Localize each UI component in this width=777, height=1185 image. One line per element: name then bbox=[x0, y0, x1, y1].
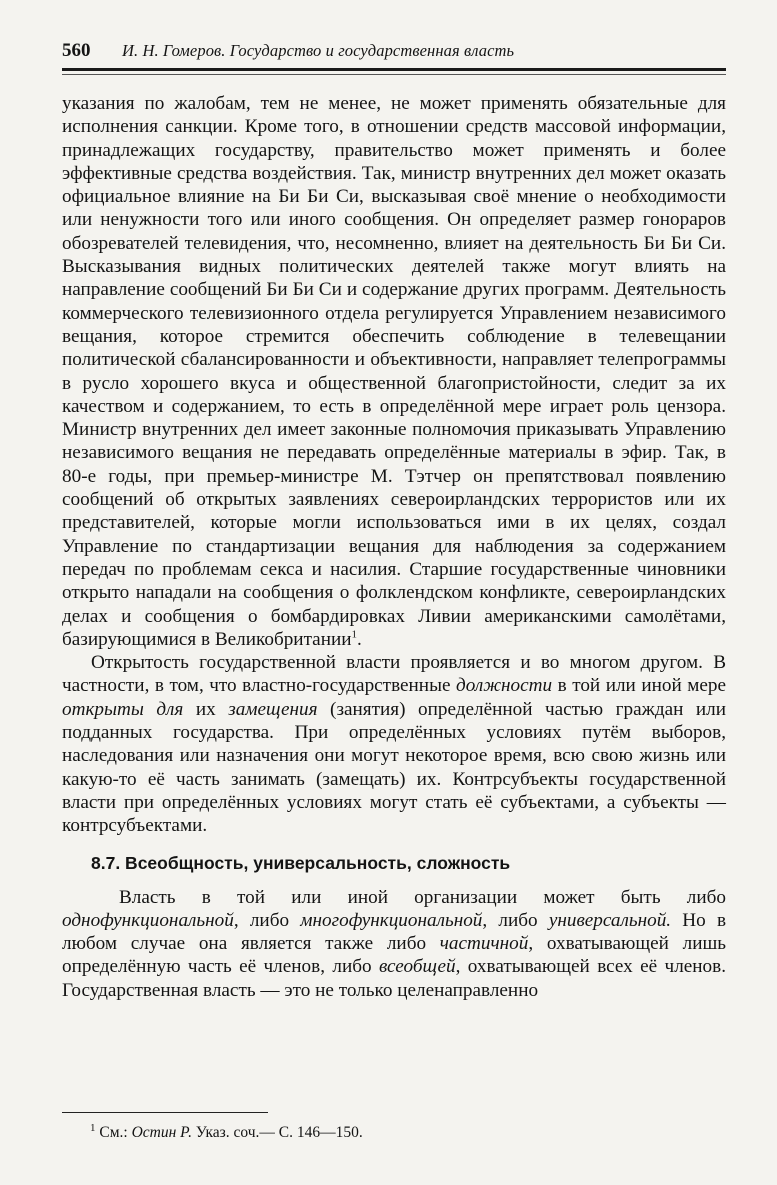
paragraph-3-text: Власть в той или иной организации может быть либо bbox=[119, 886, 726, 908]
emphasis-term: открыты для bbox=[62, 698, 184, 720]
paragraph-2-text: их bbox=[183, 698, 229, 720]
paragraph-2-text: (занятия) определённой частью граждан или подданных государства. При определённых условиях путём выборов, наследования или назначения они могут некоторое время, всю свою жизнь или какую-то её часть занимать (замещать) их. Контрсубъекты государственной власти при определённых условиях могут стать её субъектами, а субъекты — контрсубъектами. bbox=[62, 698, 726, 837]
paragraph-3-text: , либо bbox=[233, 909, 301, 931]
footnote bbox=[90, 1123, 363, 1143]
paragraph-2 bbox=[62, 651, 726, 837]
paragraph-3-text: Но в любом случае она является также либо bbox=[62, 909, 727, 955]
emphasis-term: частичной bbox=[439, 933, 529, 955]
footnote-prefix: См.: bbox=[95, 1124, 132, 1141]
paragraph-3-text: , охватывающей лишь определённую часть её членов, либо bbox=[62, 933, 726, 978]
footnote-source: Указ. соч.— С. 146—150. bbox=[191, 1124, 363, 1141]
paragraph-3 bbox=[62, 886, 726, 1002]
footnote-author: Остин Р. bbox=[131, 1124, 192, 1141]
paragraph-3-text: , охватывающей всех её членов. Государственная власть — это не только целенаправленно bbox=[62, 956, 726, 1001]
header-rule bbox=[62, 68, 726, 71]
paragraph-1-text: указания по жалобам, тем не менее, не может применять обязательные для исполнения санкции. Кроме того, в отношении средств массовой информации, принадлежащих государству, правительство может применять и более эффективные средства воздействия. Так, министр внутренних дел может оказать официальное влияние на Би Би Си, высказывая своё мнение о необходимости или ненужности того или иного сообщения. Он определяет размер гонораров обозревателей телевидения, что, несомненно, влияет на деятельность Би Би Си. Высказывания видных политических деятелей также могут влиять на направление сообщений Би Би Си и содержание других программ. Деятельность коммерческого телевизионного отдела регулируется Управлением независимого вещания, которое стремится обеспечить соблюдение в телевещании политической сбалансированности и объективности, направляет телепрограммы в русло хорошего вкуса и общественной благопристойности, следит за их качеством и содержанием, то есть в определённой мере играет роль цензора. Министр внутренних дел имеет законные полномочия приказывать Управлению независимого вещания не передавать определённые материалы в эфир. Так, в 80-е годы, при премьер-министре М. Тэтчер он препятствовал появлению сообщений об открытых заявлениях североирландских террористов или их представителей, которые могли использоваться ими в их целях, создал Управление по стандартизации вещания для наблюдения за содержанием передач по проблемам секса и насилия. Старшие государственные чиновники открыто нападали на сообщения о фолклендском конфликте, североирландских делах и сообщения о бомбардировках Ливии американскими самолётами, базирующимися в Великобритании bbox=[62, 93, 726, 650]
paragraph-2-text: Открытость государственной власти проявляется и во многом другом. В частности, в том, что властно-государственные bbox=[62, 652, 726, 697]
footnote-rule bbox=[62, 1112, 268, 1113]
paragraph-2-text: в той или иной мере bbox=[552, 675, 726, 697]
emphasis-term: должности bbox=[456, 675, 553, 697]
paragraph-3-text: , либо bbox=[482, 909, 549, 931]
emphasis-term: универсальной. bbox=[548, 909, 672, 931]
header-rule-thin bbox=[62, 74, 726, 75]
paragraph-1: указания по жалобам, тем не менее, не может применять обязательные для исполнения санкции. Кроме того, в отношении средств массовой информации, принадлежащих государству, правительство может применять и более эффективные средства воздействия. Так, министр внутренних дел может оказать официальное влияние на Би Би Си, высказывая своё мнение о необходимости или ненужности того или иного сообщения. Он определяет размер гонораров обозревателей телевидения, что, несомненно, влияет на деятельность Би Би Си. Высказывания видных политических деятелей также могут влиять на направление сообщений Би Би Си и содержание других программ. Деятельность коммерческого телевизионного отдела регулируется Управлением независимого вещания, которое стремится обеспечить соблюдение в телевещании политической сбалансированности и объективности, направляет телепрограммы в русло хорошего вкуса и общественной благопристойности, следит за их качеством и содержанием, то есть в определённой мере играет роль цензора. Министр внутренних дел имеет законные полномочия приказывать Управлению независимого вещания не передавать определённые материалы в эфир. Так, в 80-е годы, при премьер-министре М. Тэтчер он препятствовал появлению сообщений об открытых заявлениях североирландских террористов или их представителей, которые могли использоваться ими в их целях, создал Управление по стандартизации вещания для наблюдения за содержанием передач по проблемам секса и насилия. Старшие государственные чиновники открыто нападали на сообщения о фолклендском конфликте, североирландских делах и сообщения о бомбардировках Ливии американскими самолётами, базирующимися в Великобритании$^1$. bbox=[62, 93, 726, 650]
emphasis-term: всеобщей bbox=[378, 956, 456, 978]
emphasis-term: замещения bbox=[228, 698, 318, 720]
footnote-reference[interactable]: 1 bbox=[351, 628, 358, 641]
running-title: И. Н. Гомеров. Государство и государственная власть bbox=[122, 41, 515, 60]
section-heading: 8.7. Всеобщность, универсальность, сложность bbox=[91, 852, 511, 873]
emphasis-term: однофункциональной bbox=[62, 909, 234, 931]
emphasis-term: многофункциональной bbox=[300, 909, 483, 931]
main-text bbox=[62, 92, 726, 1002]
page-number: 560 bbox=[62, 40, 91, 61]
running-header bbox=[62, 40, 726, 68]
footnote-marker: 1 bbox=[90, 1121, 96, 1134]
